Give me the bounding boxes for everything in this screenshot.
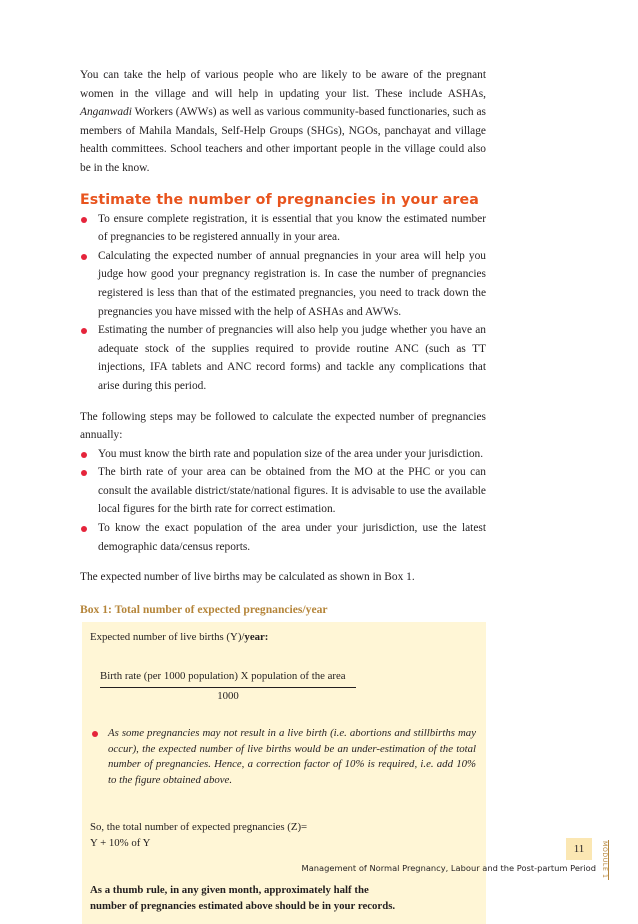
total-pregnancies	[90, 820, 476, 851]
list-item	[80, 445, 486, 464]
box-label	[90, 630, 476, 646]
thumb-rule-line: number of pregnancies estimated above should be in your records.	[90, 899, 396, 912]
list-item-text: The birth rate of your area can be obtained from the MO at the PHC or you can consult the available district/state/national figures. It is advisable to use the available local figures for the birth rate for correct estimation.	[98, 466, 486, 516]
bullet-dot-icon	[81, 470, 87, 476]
steps-intro: The following steps may be followed to calculate the expected number of pregnancies annually:	[80, 410, 486, 442]
box-title: Box 1: Total number of expected pregnancies/year	[80, 602, 328, 616]
module-tab: MODULE 1	[601, 841, 608, 879]
list-item-text: You must know the birth rate and population size of the area under your jurisdiction.	[98, 447, 484, 460]
box-label-text: Expected number of live births (Y)/	[90, 630, 245, 643]
spacer	[80, 396, 486, 408]
thumb-rule-line: As a thumb rule, in any given month, approximately half the	[90, 884, 369, 897]
section-heading: Estimate the number of pregnancies in your area	[80, 191, 479, 208]
list-item-text: To ensure complete registration, it is essential that you know the estimated number of pregnancies to be registered annually in your area.	[98, 212, 486, 244]
section-bullet-list	[80, 210, 486, 396]
module-divider	[608, 840, 609, 880]
page-content	[80, 66, 486, 924]
formula-numerator: Birth rate (per 1000 population) X population of the area	[100, 669, 356, 688]
bullet-dot-icon	[81, 328, 87, 334]
list-item	[80, 519, 486, 556]
live-births-line: The expected number of live births may be calculated as shown in Box 1.	[80, 571, 415, 584]
bullet-dot-icon	[81, 217, 87, 223]
intro-text-end: Workers (AWWs) as well as various community-based functionaries, such as members of Mahila Mandals, Self-Help Groups (SHGs), NGOs, panchayat and village health committees. School teachers and other important people in the village could also be in the know.	[80, 106, 486, 174]
correction-note	[90, 726, 476, 788]
bullet-dot-icon	[81, 452, 87, 458]
birth-formula	[100, 669, 356, 704]
spacer	[80, 556, 486, 568]
intro-text-start: You can take the help of various people who are likely to be aware of the pregnant women in the village and will help in updating your list. These include ASHAs,	[80, 69, 486, 100]
formula-box	[82, 622, 486, 924]
running-footer: Management of Normal Pregnancy, Labour and the Post-partum Period	[301, 863, 596, 873]
list-item-text: Calculating the expected number of annual pregnancies in your area will help you judge how good your pregnancy registration is. In case the number of pregnancies registered is less than that of the estimated pregnancies, you need to track down the pregnancies you have missed with the help of ASHAs and AWWs.	[98, 249, 486, 318]
bullet-dot-icon	[92, 731, 98, 737]
page-number: 11	[566, 838, 592, 860]
correction-note-text: As some pregnancies may not result in a live birth (i.e. abortions and stillbirths may occur), the expected number of live births would be an under-estimation of the total number of pregnancies. Hence, a correction factor of 10% is required, i.e. add 10% to the figure obtained above.	[108, 727, 476, 786]
total-formula: Y + 10% of Y	[90, 836, 151, 849]
bullet-dot-icon	[81, 254, 87, 260]
list-item	[80, 321, 486, 395]
box-label-bold: year:	[244, 630, 269, 643]
formula-denominator: 1000	[217, 689, 239, 702]
steps-bullet-list	[80, 445, 486, 557]
list-item-text: To know the exact population of the area under your jurisdiction, use the latest demographic data/census reports.	[98, 522, 486, 553]
bullet-dot-icon	[81, 526, 87, 532]
intro-paragraph	[80, 66, 486, 178]
list-item-text: Estimating the number of pregnancies will also help you judge whether you have an adequate stock of the supplies required to provide routine ANC (such as TT injections, IFA tablets and ANC record forms) and tackle any complications that arise during this period.	[98, 324, 486, 392]
thumb-rule	[90, 883, 476, 914]
intro-italic-term: Anganwadi	[80, 106, 132, 119]
list-item	[80, 463, 486, 519]
list-item	[80, 210, 486, 247]
list-item	[80, 247, 486, 321]
total-line: So, the total number of expected pregnancies (Z)=	[90, 821, 308, 834]
